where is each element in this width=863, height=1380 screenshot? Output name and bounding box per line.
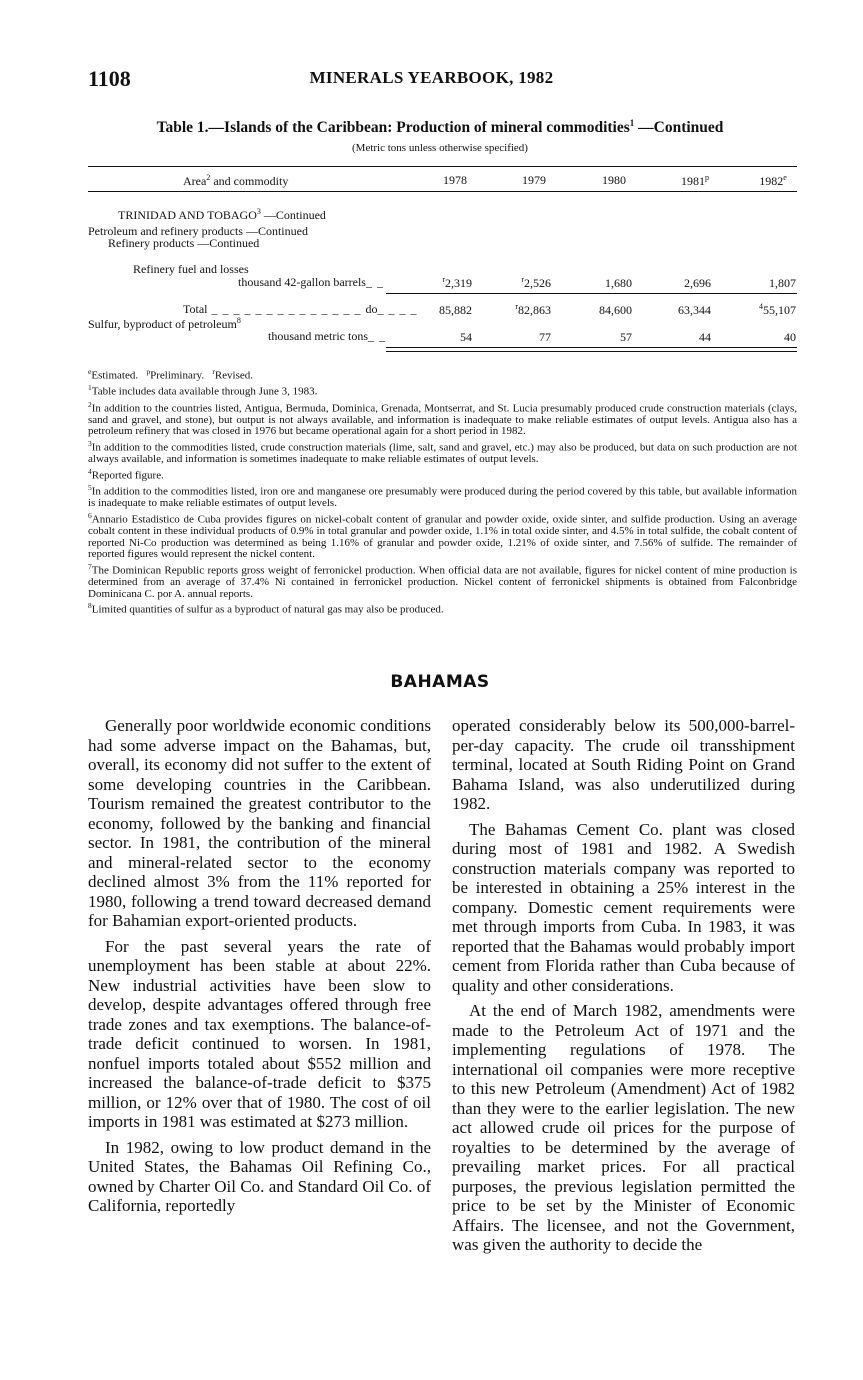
legend-estimated: Estimated. [91,369,139,382]
section-country [118,207,326,223]
row-sulfur-label [88,316,241,332]
legend-revised: Revised. [214,369,254,382]
table-subtitle: (Metric tons unless otherwise specified) [352,142,528,154]
cell-value: 57 [620,330,632,344]
cell-value: 63,344 [678,303,711,317]
cell-value: 2,526 [524,276,551,290]
footnotes [88,366,797,617]
footnote-3: $^3$In addition to the commodities listed, crude construction materials (lime, salt, sand and gravel, etc.) may also be produced, but data on such production are not always available, and information is sometimes inadequate to make reliable estimates of output levels. [88,438,797,466]
unit-text: thousand 42-gallon barrels [238,275,366,289]
paragraph: Generally poor worldwide economic conditions had some adverse impact on the Bahamas, but, overall, its economy did not suffer to the extent of some developing countries in the Caribbean. Tourism remained the greatest contributor to the economy, followed by the banking and financial sector. In 1981, the contribution of the mineral and mineral-related sector to the economy declined almost 3% from the 11% reported for 1980, following a trend toward decreased demand for Bahamian export-oriented products. [88,716,431,930]
column-header-area-end: and commodity [210,174,289,188]
year-sup: p [705,173,709,182]
footnote-text: Annario Estadistico de Cuba provides figures on nickel-cobalt content of granular and powder oxide, oxide sinter, and sulfide production. Using an average cobalt content in these individual products of 0.9% in total granular and powder oxide, 1.1% in total oxide sinter, and 4.5% in total sulfide, the cobalt content of reported Ni-Co production was determined as being 1.16% of granular and powder oxide, 1.21% of oxide sinter, and 7.56% of sulfide. The remainder of reported figures would represent the nickel content. [88,513,797,561]
section-country-text: TRINIDAD AND TOBAGO [118,208,257,222]
table-cell [402,329,472,345]
section-heading: BAHAMAS [390,672,490,692]
footnote-2: $^2$In addition to the countries listed, Antigua, Bermuda, Dominica, Grenada, Montserrat, and St. Lucia presumably produced crude construction materials (clays, sand and gravel, and stone), but output is not always available, and information is inadequate to make reliable estimates of output levels. Antigua also has a petroleum refinery that was closed in 1976 but became operational again for a short period in 1982. [88,399,797,438]
row-total-label: Total _ _ _ _ _ _ _ _ _ _ _ _ _ _ do_ _ _ _ [183,302,418,316]
table-title-sup: 1 [629,118,635,128]
year-label: 1982 [759,174,784,188]
footnote-1: $^1$Table includes data available through June 3, 1983. [88,383,318,398]
sulfur-text: Sulfur, byproduct of petroleum [88,317,237,331]
cell-value: 82,863 [518,303,551,317]
cell-value: 1,807 [769,276,796,290]
table-cell [641,329,711,345]
year-label: 1980 [602,173,626,187]
running-head: MINERALS YEARBOOK, 1982 [309,68,554,87]
cell-value: 54 [460,330,472,344]
row-sulfur-unit: thousand metric tons_ _ [268,329,386,343]
table-cell [641,275,711,291]
table-cell [726,329,796,345]
footnote-text: Limited quantities of sulfur as a byproduct of natural gas may also be produced. [91,604,444,616]
footnote-text: In addition to the commodities listed, iron ore and manganese ore presumably were produced during the period covered by this table, but available information is inadequate to make reliable estimates of output levels. [88,485,797,510]
section-refinery-products: Refinery products —Continued [108,236,260,250]
cell-value: 84,600 [599,303,632,317]
footnote-5: $^5$In addition to the commodities listed, iron ore and manganese ore presumably were produced during the period covered by this table, but available information is inadequate to make reliable estimates of output levels. [88,483,797,510]
footnote-text: Table includes data available through June 3, 1983. [91,385,318,398]
footnote-text: The Dominican Republic reports gross weight of ferronickel production. When official data are not available, figures for nickel content of mine production is determined from an average of 37.4% Ni contained in ferronickel production. Nickel content of ferronickel shipments is obtained from Falconbridge Dominicana C. por A. annual reports. [88,564,797,600]
table-cell [726,275,796,291]
table-bottom-rule-1 [386,347,797,348]
year-sup: e [783,173,787,182]
legend-preliminary: Preliminary. [150,369,205,382]
cell-sup: 4 [759,302,763,311]
column-header-1982 [748,173,798,189]
table-cell [481,302,551,318]
table-cell [481,275,551,291]
cell-value: 40 [784,330,796,344]
table-cell [562,275,632,291]
table-title-main: Table 1.—Islands of the Caribbean: Production of mineral commodities [156,119,630,137]
cell-value: 1,680 [605,276,632,290]
table-cell [481,329,551,345]
footnote-7: $^7$The Dominican Republic reports gross weight of ferronickel production. When official data are not available, figures for nickel content of mine production is determined from an average of 37.4% Ni contained in ferronickel production. Nickel content of ferronickel shipments is obtained from Falconbridge Dominicana C. por A. annual reports. [88,561,797,600]
column-header-area [183,173,288,189]
page-number: 1108 [88,66,131,91]
cell-value: 77 [539,330,551,344]
footnote-6: $^6$Annario Estadistico de Cuba provides figures on nickel-cobalt content of granular and powder oxide, oxide sinter, and sulfide production. Using an average cobalt content in these individual products of 0.9% in total granular and powder oxide, 1.1% in total oxide sinter, and 4.5% in total sulfide, the cobalt content of reported Ni-Co production was determined as being 1.16% of granular and powder oxide, 1.21% of oxide sinter, and 7.56% of sulfide. The remainder of reported figures would represent the nickel content. [88,510,797,561]
total-text: Total [183,302,208,316]
table-title [0,118,863,137]
section-country-end: —Continued [260,208,326,222]
table-cell [402,302,472,318]
row-refinery-fuel-unit: thousand 42-gallon barrels_ _ [238,275,384,289]
year-label: 1978 [443,173,467,187]
sulfur-sup: 8 [236,316,241,325]
article-column-left [88,716,431,1222]
table-top-rule [88,166,797,167]
table-cell [562,302,632,318]
table-cell [562,329,632,345]
table-cell [402,275,472,291]
paragraph: For the past several years the rate of unemployment has been stable at about 22%. New industrial activities have been slow to develop, despite advantages offered through free trade zones and tax exemptions. The balance-of-trade deficit continued to worsen. In 1981, nonfuel imports totaled about $552 million and increased the balance-of-trade deficit to $375 million, or 12% over that of 1980. The cost of oil imports in 1981 was estimated at $273 million. [88,936,431,1131]
cell-value: 44 [699,330,711,344]
table-cell [726,302,796,318]
unit-text: thousand metric tons [268,329,368,343]
article-column-right [452,716,795,1261]
footnote-text: In addition to the countries listed, Antigua, Bermuda, Dominica, Grenada, Montserrat, and St. Lucia presumably produced crude construction materials (clays, sand and gravel, and stone), but output is not always available, and information is inadequate to make reliable estimates of output levels. Antigua also has a petroleum refinery that was closed in 1976 but became operational again for a short period in 1982. [88,402,797,438]
paragraph: The Bahamas Cement Co. plant was closed during most of 1981 and 1982. A Swedish construction materials company was reported to be interested in obtaining a 25% interest in the company. Domestic cement requirements were met through imports from Cuba. In 1983, it was reported that the Bahamas would probably import cement from Florida rather than Cuba because of quality and other considerations. [452,819,795,995]
year-label: 1981 [681,174,705,188]
subtotal-rule [386,293,797,294]
total-unit: do [365,302,378,316]
table-bottom-rule-2 [386,351,797,352]
footnote-legend: $^e$Estimated. $^p$Preliminary. $^r$Revised. [88,367,254,382]
cell-sup: r [442,275,445,284]
footnote-8: $^8$Limited quantities of sulfur as a byproduct of natural gas may also be produced. [88,601,444,616]
table-cell [641,302,711,318]
column-header-1979 [510,173,558,188]
section-petroleum: Petroleum and refinery products —Continued [88,224,308,238]
cell-value: 55,107 [763,303,796,317]
cell-sup: r [515,302,518,311]
column-header-1981 [670,173,720,189]
cell-value: 2,319 [445,276,472,290]
footnote-text: Reported figure. [91,469,164,482]
table-header-rule [88,191,797,192]
table-title-end: —Continued [634,119,724,137]
row-refinery-fuel-label: Refinery fuel and losses [133,262,249,276]
cell-value: 85,882 [439,303,472,317]
footnote-4: $^4$Reported figure. [88,466,164,482]
cell-value: 2,696 [684,276,711,290]
column-header-1978 [431,173,479,188]
paragraph: At the end of March 1982, amendments were made to the Petroleum Act of 1971 and the implementing regulations of 1978. The international oil companies were more receptive to this new Petroleum (Amendment) Act of 1982 than they were to the earlier legislation. The new act allowed crude oil prices for the purpose of royalties to be determined by the average of prevailing market prices. For all practical purposes, the previous legislation permitted the price to be set by the Minister of Economic Affairs. The licensee, and not the Government, was given the authority to decide the [452,1001,795,1254]
column-header-1980 [590,173,638,188]
column-header-area-sup: 2 [206,173,211,182]
paragraph: In 1982, owing to low product demand in the United States, the Bahamas Oil Refining Co., owned by Charter Oil Co. and Standard Oil Co. of California, reportedly [88,1137,431,1215]
paragraph: operated considerably below its 500,000-barrel-per-day capacity. The crude oil transshipment terminal, located at South Riding Point on Grand Bahama Island, was also underutilized during 1982. [452,716,795,813]
footnote-text: In addition to the commodities listed, crude construction materials (lime, salt, sand and gravel, etc.) may also be produced, but data on such production are not always available, and information is sometimes inadequate to make reliable estimates of output levels. [88,441,797,466]
cell-sup: r [521,275,524,284]
section-country-sup: 3 [256,207,261,216]
year-label: 1979 [522,173,546,187]
column-header-area-text: Area [183,174,207,188]
